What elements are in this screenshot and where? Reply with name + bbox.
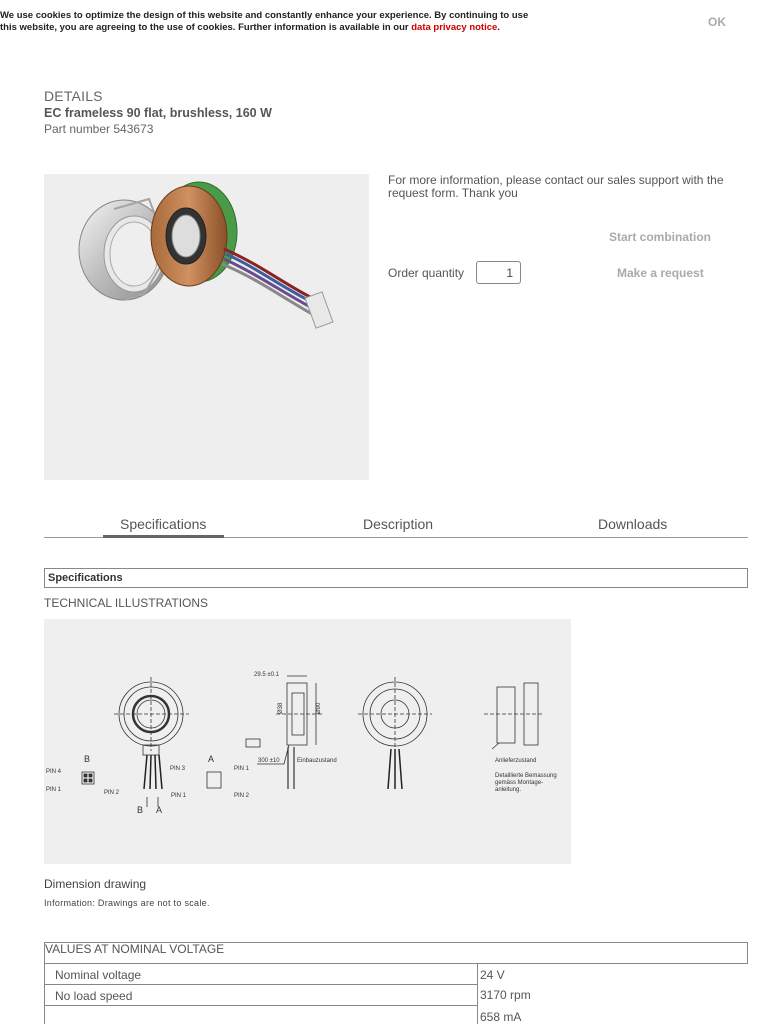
tab-bar (44, 510, 748, 538)
drawing-pin-label: PIN 4 (46, 769, 62, 775)
values-row-label: No load speed (44, 985, 478, 1006)
drawing-pin-label: PIN 1 (234, 766, 250, 772)
make-request-button[interactable]: Make a request (617, 266, 704, 280)
drawing-dim-label: Ø38 (278, 702, 284, 714)
drawing-pin-label: PIN 1 (171, 793, 187, 799)
drawing-caption: Dimension drawing (44, 877, 147, 891)
tab-description[interactable]: Description (363, 516, 434, 532)
cookie-period: . (497, 22, 500, 33)
dimension-drawing (44, 619, 571, 864)
drawing-note-label: Detaillierte Bemassung (495, 773, 557, 779)
cookie-text: We use cookies to optimize the design of this website and constantly enhance your experience. By continuing to use this website, you are agreeing to the use of cookies. Further information is available in our (0, 10, 529, 33)
values-row-label (44, 1006, 478, 1024)
drawing-note: Information: Drawings are not to scale. (44, 898, 210, 908)
values-row-value: 3170 rpm (480, 988, 531, 1002)
values-heading: VALUES AT NOMINAL VOLTAGE (44, 942, 748, 964)
values-row-label: Nominal voltage (44, 964, 478, 985)
order-quantity-label: Order quantity (388, 266, 465, 280)
drawing-pin-label: PIN 2 (234, 793, 250, 799)
drawing-pin-label: PIN 1 (46, 787, 62, 793)
drawing-pin-label: PIN 2 (104, 790, 120, 796)
drawing-letter-label: A (208, 754, 215, 764)
product-title: EC frameless 90 flat, brushless, 160 W (44, 106, 272, 120)
cookie-banner-text (0, 10, 530, 34)
details-heading: DETAILS (44, 88, 103, 104)
drawing-letter-label: A (156, 805, 163, 815)
order-quantity-input[interactable] (476, 261, 521, 284)
technical-illustrations-heading: TECHNICAL ILLUSTRATIONS (44, 596, 209, 610)
privacy-notice-link[interactable]: data privacy notice (411, 22, 498, 33)
product-image (44, 174, 369, 480)
drawing-letter-label: B (84, 754, 91, 764)
tab-specifications[interactable]: Specifications (120, 516, 207, 532)
cookie-ok-button[interactable]: OK (708, 15, 726, 29)
part-number: Part number 543673 (44, 122, 154, 136)
drawing-letter-label: B (137, 805, 144, 815)
drawing-note-label: Einbauzustand (297, 758, 337, 764)
drawing-dim-label: 300 ±10 (258, 758, 280, 764)
drawing-pin-label: PIN 3 (170, 766, 186, 772)
values-row-value: 24 V (480, 968, 505, 982)
drawing-dim-label: Ø90 (316, 702, 322, 714)
drawing-note-label: anleitung. (495, 787, 522, 793)
specifications-box: Specifications (44, 568, 748, 588)
active-tab-indicator (103, 535, 224, 538)
sales-info-text: For more information, please contact our sales support with the request form. Thank you (388, 173, 724, 200)
drawing-note-label: gemäss Montage- (495, 780, 544, 786)
values-row-value: 658 mA (480, 1010, 522, 1024)
tab-downloads[interactable]: Downloads (598, 516, 668, 532)
drawing-dim-label: 29.5 ±0.1 (254, 672, 279, 678)
drawing-note-label: Anlieferzustand (495, 758, 537, 764)
start-combination-button[interactable]: Start combination (609, 230, 712, 244)
